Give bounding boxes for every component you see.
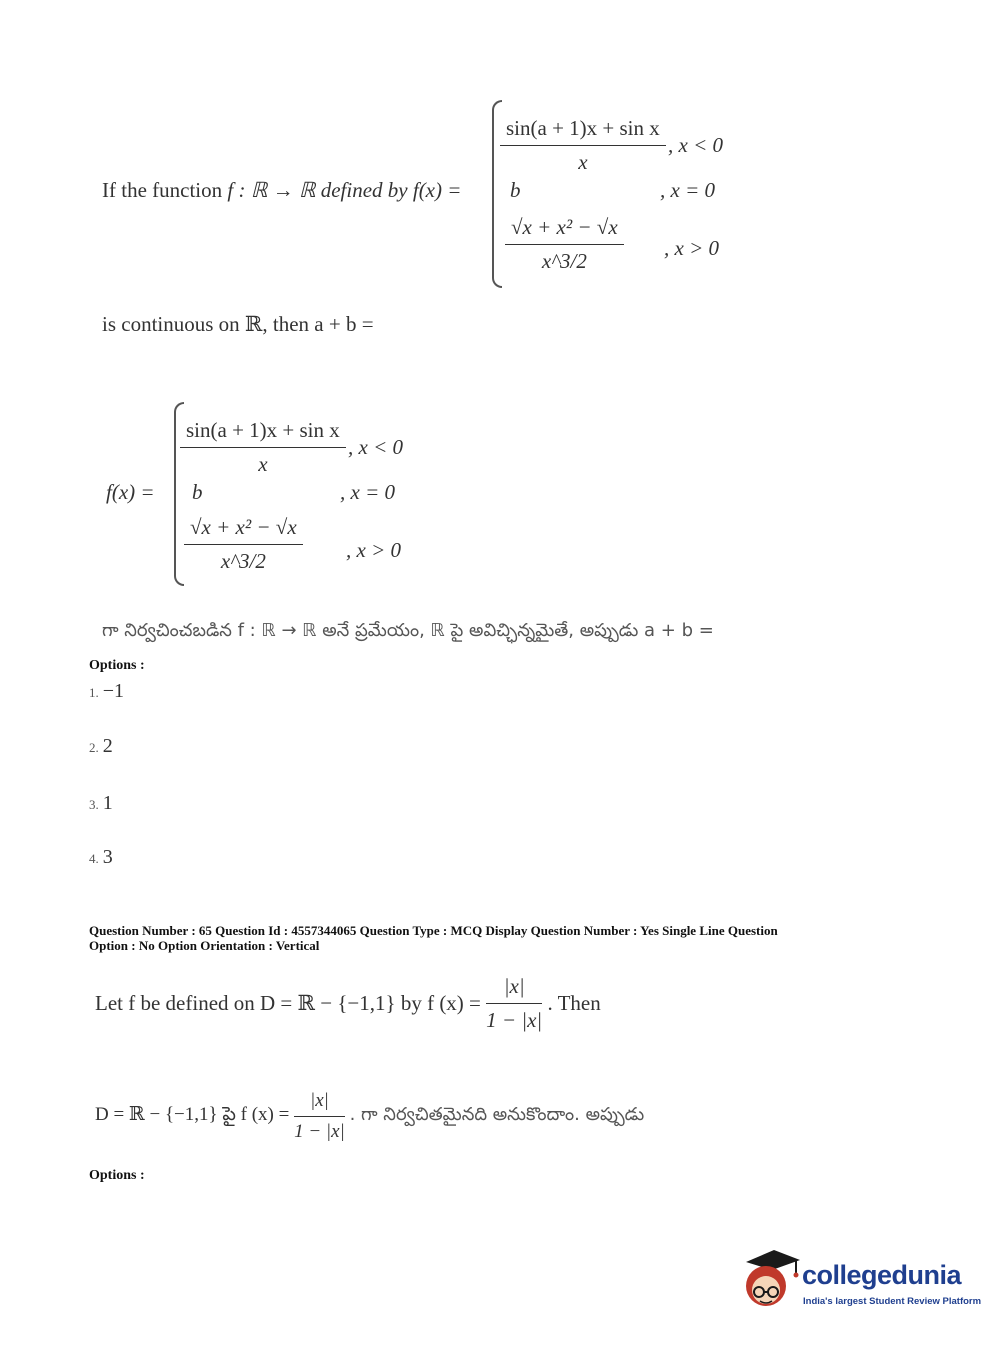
q1-te-case1-numerator: sin(a + 1)x + sin x bbox=[180, 418, 346, 448]
q1-options-label: Options : bbox=[89, 658, 145, 673]
q1-func-sig: f : ℝ → ℝ defined by bbox=[227, 178, 408, 202]
q1-intro bbox=[102, 178, 461, 203]
q1-case1 bbox=[500, 116, 666, 175]
q2-options-label: Options : bbox=[89, 1168, 145, 1183]
q1-option-4[interactable] bbox=[89, 846, 113, 869]
logo-tagline: India's largest Student Review Platform bbox=[803, 1296, 982, 1307]
option-number: 4. bbox=[89, 851, 99, 866]
q1-case2-condition: , x = 0 bbox=[660, 178, 715, 202]
q1-te-case3-denominator: x^3/2 bbox=[220, 549, 266, 573]
q1-fx-eq: f(x) = bbox=[412, 178, 462, 202]
option-number: 1. bbox=[89, 685, 99, 700]
q1-continuity: is continuous on ℝ, then a + b = bbox=[102, 312, 374, 336]
q2-fraction-numerator: |x| bbox=[486, 974, 542, 1004]
q1-te-case3-condition: , x > 0 bbox=[346, 538, 401, 562]
q1-te-case3-numerator: √x + x² − √x bbox=[184, 515, 303, 545]
q1-option-1[interactable] bbox=[89, 680, 124, 703]
q2-fraction bbox=[486, 974, 542, 1033]
q1-option-3[interactable] bbox=[89, 792, 113, 815]
q1-case2-value: b bbox=[510, 178, 521, 202]
q2-te-fraction bbox=[294, 1090, 345, 1143]
q1-case3-denominator: x^3/2 bbox=[541, 249, 587, 273]
q1-te-fx-eq: f(x) = bbox=[106, 480, 155, 504]
q2-english-pre: Let f be defined on D = ℝ − {−1,1} by f (x) = bbox=[95, 991, 481, 1015]
q2-telugu-post: . గా నిర్వచితమైనది అనుకొందాం. అప్పుడు bbox=[349, 1104, 645, 1125]
logo-name: collegedunia bbox=[802, 1260, 962, 1290]
question-meta-line1: Question Number : 65 Question Id : 4557344065 Question Type : MCQ Display Question Number : Yes Single Line Question bbox=[89, 923, 778, 938]
q2-english bbox=[95, 974, 601, 1033]
q1-case3 bbox=[505, 215, 624, 274]
q1-te-case2-condition: , x = 0 bbox=[340, 480, 395, 504]
option-number: 2. bbox=[89, 740, 99, 755]
option-value: 3 bbox=[102, 846, 113, 868]
question-meta bbox=[89, 923, 919, 953]
q2-te-fraction-denominator: 1 − |x| bbox=[294, 1121, 345, 1142]
q1-case1-numerator: sin(a + 1)x + sin x bbox=[500, 116, 666, 146]
q1-case1-condition: , x < 0 bbox=[668, 133, 723, 157]
option-value: −1 bbox=[102, 680, 125, 702]
q1-case3-condition: , x > 0 bbox=[664, 236, 719, 260]
q2-telugu bbox=[95, 1090, 644, 1143]
q1-te-case1-denominator: x bbox=[258, 452, 268, 476]
q2-telugu-pre: D = ℝ − {−1,1} పై f (x) = bbox=[95, 1104, 290, 1125]
q1-case3-numerator: √x + x² − √x bbox=[505, 215, 624, 245]
q1-case1-denominator: x bbox=[578, 150, 588, 174]
option-value: 2 bbox=[102, 735, 113, 757]
q1-intro-text: If the function bbox=[102, 178, 223, 202]
q1-te-case1-condition: , x < 0 bbox=[348, 435, 403, 459]
option-value: 1 bbox=[102, 792, 113, 814]
option-number: 3. bbox=[89, 797, 99, 812]
q1-te-case3 bbox=[184, 515, 303, 574]
q1-te-case1 bbox=[180, 418, 346, 477]
mascot-icon bbox=[740, 1248, 802, 1312]
q2-english-post: . Then bbox=[547, 991, 601, 1015]
q1-te-case2-value: b bbox=[192, 480, 203, 504]
q2-fraction-denominator: 1 − |x| bbox=[486, 1008, 543, 1032]
question-meta-line2: Option : No Option Orientation : Vertical bbox=[89, 938, 320, 953]
collegedunia-logo[interactable] bbox=[740, 1248, 982, 1318]
q2-te-fraction-numerator: |x| bbox=[294, 1090, 345, 1117]
q1-option-2[interactable] bbox=[89, 735, 113, 758]
q1-telugu-line: గా నిర్వచించబడిన f : ℝ → ℝ అనే ప్రమేయం, ℝ పై అవిచ్ఛిన్నమైతే, అప్పుడు a + b = bbox=[102, 620, 714, 641]
